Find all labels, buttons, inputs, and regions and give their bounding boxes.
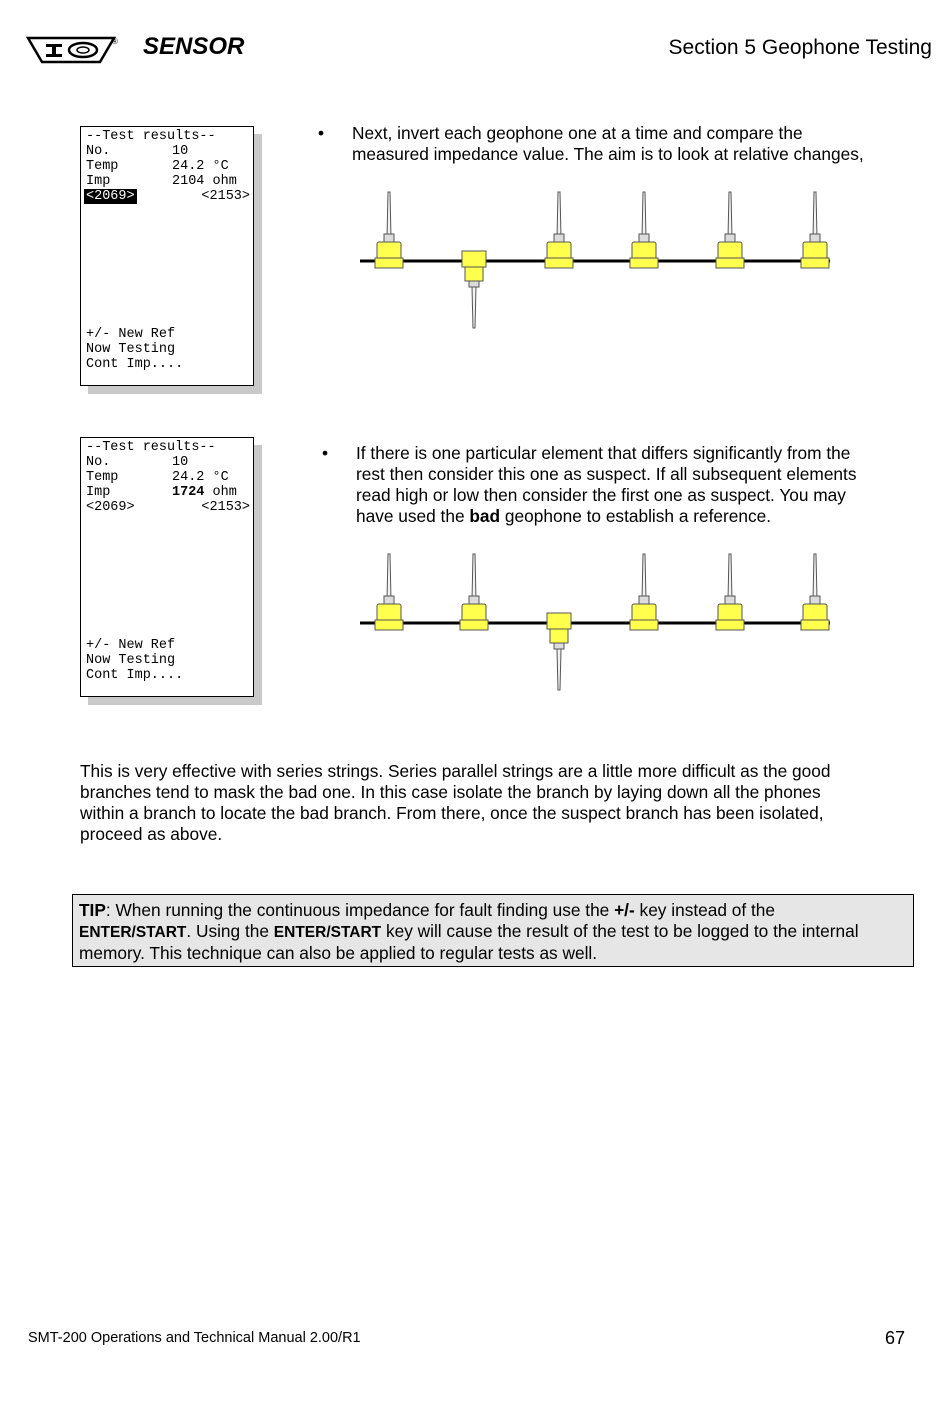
ref-right: <2153> [201, 500, 250, 515]
lcd-row-number: No. 10 [86, 455, 189, 470]
bullet-text: Next, invert each geophone one at a time and compare the measured impedance value. The aim is to look at relative changes, [352, 123, 864, 164]
lcd-footer-line: +/- New Ref [86, 638, 176, 653]
geophone-upright-icon [375, 192, 403, 268]
brand-name: SENSOR [143, 33, 245, 60]
manual-title: SMT-200 Operations and Technical Manual 2.00/R1 [28, 1330, 361, 1346]
geophone-upright-icon [716, 192, 744, 268]
geophone-inverted-icon [462, 251, 486, 328]
lcd-footer-line: Now Testing [86, 653, 176, 668]
bullet-item-1 [318, 123, 918, 167]
bad-emphasis: bad [469, 506, 501, 526]
geophone-upright-icon [545, 192, 573, 268]
geophone-upright-icon [375, 554, 403, 630]
ref-right: <2153> [201, 189, 250, 204]
ref-left: <2069> [86, 500, 135, 515]
lcd-row-temp: Temp 24.2 °C [86, 159, 229, 174]
lcd-footer-line: Cont Imp.... [86, 668, 184, 683]
imp-value-bold: 1724 [172, 485, 205, 500]
lcd-row-reference [86, 500, 250, 515]
key-plus-minus: +/- [614, 900, 635, 920]
geophone-upright-icon [630, 554, 658, 630]
geophone-upright-icon [801, 554, 829, 630]
lcd-row-imp: Imp 2104 ohm [86, 174, 237, 189]
section-title: Section 5 Geophone Testing [668, 36, 932, 59]
io-logo [26, 36, 118, 64]
bullet-symbol: • [318, 123, 325, 143]
key-enter-start: ENTER/START [273, 924, 382, 941]
lcd-footer-line: Cont Imp.... [86, 357, 184, 372]
geophone-string-diagram-1 [358, 188, 833, 333]
geophone-upright-icon [460, 554, 488, 630]
lcd-display [80, 437, 254, 697]
lcd-screen-1 [80, 126, 262, 394]
lcd-row-temp: Temp 24.2 °C [86, 470, 229, 485]
lcd-row-imp: Imp 1724 ohm [86, 485, 237, 500]
bullet-symbol: • [322, 443, 329, 463]
lcd-footer-line: Now Testing [86, 342, 176, 357]
lcd-footer-line: +/- New Ref [86, 327, 176, 342]
lcd-title: --Test results-- [86, 129, 216, 144]
registered-mark: ® [112, 37, 118, 46]
lcd-screen-2 [80, 437, 262, 705]
lcd-display [80, 126, 254, 386]
tip-box: TIP: When running the continuous impedance for fault finding use the +/- key instead of the ENTER/START. Using the ENTER/START key will cause the result of the test to be logged to the internal memory. This technique can also be applied to regular tests as well. [72, 894, 914, 967]
bullet-text: If there is one particular element that differs significantly from the rest then consider this one as suspect. If all subsequent elements read high or low then consider the first one as suspect. You may have used the bad geophone to establish a reference. [356, 443, 857, 526]
geophone-string-diagram-2 [358, 550, 833, 695]
body-paragraph: This is very effective with series strings. Series parallel strings are a little more difficult as the good branches tend to mask the bad one. In this case isolate the branch by laying down all the phones within a branch to locate the bad branch. From there, once the suspect branch has been isolated, proceed as above. [80, 761, 831, 844]
tip-label: TIP [79, 900, 106, 920]
geophone-upright-icon [716, 554, 744, 630]
lcd-row-number: No. 10 [86, 144, 189, 159]
geophone-upright-icon [630, 192, 658, 268]
bullet-item-2 [322, 443, 922, 529]
page-number: 67 [884, 1328, 905, 1348]
geophone-inverted-icon [547, 613, 571, 690]
lcd-title: --Test results-- [86, 440, 216, 455]
key-enter-start: ENTER/START [79, 924, 187, 941]
lcd-row-reference [86, 189, 250, 204]
ref-left-highlighted: <2069> [86, 189, 135, 204]
geophone-upright-icon [801, 192, 829, 268]
